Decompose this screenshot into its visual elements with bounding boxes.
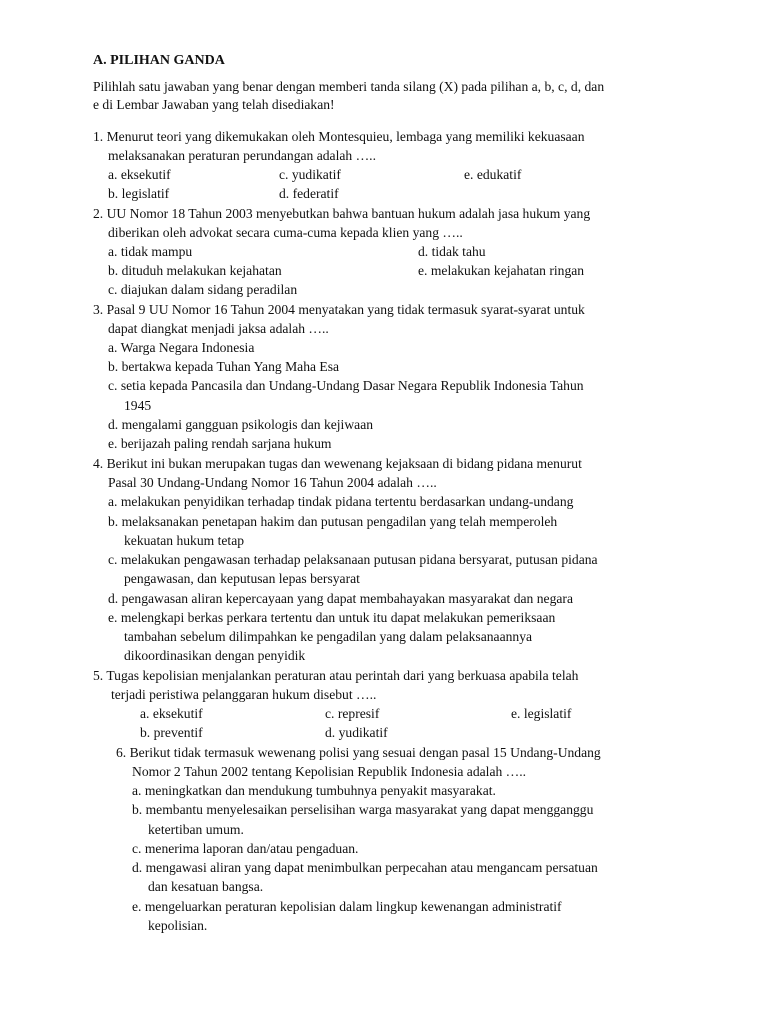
option-b-continued: ketertiban umum. (148, 822, 244, 837)
option-c: c. diajukan dalam sidang peradilan (108, 282, 298, 297)
instruction-line: Pilihlah satu jawaban yang benar dengan memberi tanda silang (X) pada pilihan a, b, c, d, dan (93, 79, 605, 94)
question-text: 2. UU Nomor 18 Tahun 2003 menyebutkan bahwa bantuan hukum adalah jasa hukum yang (93, 206, 591, 221)
option-c: c. setia kepada Pancasila dan Undang-Undang Dasar Negara Republik Indonesia Tahun (108, 378, 584, 393)
option-c-continued: pengawasan, dan keputusan lepas bersyarat (124, 571, 360, 586)
option-e: e. melengkapi berkas perkara tertentu dan untuk itu dapat melakukan pemeriksaan (108, 610, 556, 625)
option-a: a. meningkatkan dan mendukung tumbuhnya penyakit masyarakat. (132, 783, 496, 798)
option-c: c. melakukan pengawasan terhadap pelaksanaan putusan pidana bersyarat, putusan pidana (108, 552, 598, 567)
option-d: d. mengawasi aliran yang dapat menimbulkan perpecahan atau mengancam persatuan (132, 860, 598, 875)
question-text: Nomor 2 Tahun 2002 tentang Kepolisian Republik Indonesia adalah ….. (132, 764, 527, 779)
question-text: 1. Menurut teori yang dikemukakan oleh Montesquieu, lembaga yang memiliki kekuasaan (93, 129, 585, 144)
option-c: c. represif (325, 706, 380, 721)
option-b: b. dituduh melakukan kejahatan (108, 263, 282, 278)
instruction-line: e di Lembar Jawaban yang telah disediakan! (93, 97, 335, 112)
option-e: e. melakukan kejahatan ringan (418, 263, 585, 278)
option-a: a. Warga Negara Indonesia (108, 340, 255, 355)
option-b: b. legislatif (108, 186, 170, 201)
option-e-continued: tambahan sebelum dilimpahkan ke pengadilan yang dalam pelaksanaannya (124, 629, 533, 644)
option-b: b. bertakwa kepada Tuhan Yang Maha Esa (108, 359, 340, 374)
option-d: d. federatif (279, 186, 339, 201)
question-text: diberikan oleh advokat secara cuma-cuma kepada klien yang ….. (108, 225, 463, 240)
option-e-continued: kepolisian. (148, 918, 208, 933)
option-c-continued: 1945 (124, 398, 152, 413)
option-c: c. menerima laporan dan/atau pengaduan. (132, 841, 359, 856)
question-text: Pasal 30 Undang-Undang Nomor 16 Tahun 2004 adalah ….. (108, 475, 437, 490)
question-text: dapat diangkat menjadi jaksa adalah ….. (108, 321, 329, 336)
option-d-continued: dan kesatuan bangsa. (148, 879, 264, 894)
option-e: e. mengeluarkan peraturan kepolisian dalam lingkup kewenangan administratif (132, 899, 562, 914)
option-d: d. yudikatif (325, 725, 388, 740)
option-e-continued: dikoordinasikan dengan penyidik (124, 648, 306, 663)
option-b-continued: kekuatan hukum tetap (124, 533, 245, 548)
option-a: a. tidak mampu (108, 244, 193, 259)
option-d: d. tidak tahu (418, 244, 486, 259)
question-text: 3. Pasal 9 UU Nomor 16 Tahun 2004 menyatakan yang tidak termasuk syarat-syarat untuk (93, 302, 585, 317)
option-a: a. eksekutif (140, 706, 203, 721)
option-d: d. pengawasan aliran kepercayaan yang dapat membahayakan masyarakat dan negara (108, 591, 573, 606)
option-d: d. mengalami gangguan psikologis dan kejiwaan (108, 417, 374, 432)
section-heading: A. PILIHAN GANDA (93, 53, 225, 68)
option-e: e. berijazah paling rendah sarjana hukum (108, 436, 332, 451)
option-a: a. melakukan penyidikan terhadap tindak pidana tertentu berdasarkan undang-undang (108, 494, 574, 509)
option-c: c. yudikatif (279, 167, 341, 182)
question-text: 5. Tugas kepolisian menjalankan peraturan atau perintah dari yang berkuasa apabila telah (93, 668, 579, 683)
question-text: 4. Berikut ini bukan merupakan tugas dan wewenang kejaksaan di bidang pidana menurut (93, 456, 582, 471)
question-text: terjadi peristiwa pelanggaran hukum disebut ….. (111, 687, 377, 702)
option-e: e. legislatif (511, 706, 572, 721)
option-a: a. eksekutif (108, 167, 171, 182)
question-text: melaksanakan peraturan perundangan adalah ….. (108, 148, 376, 163)
option-b: b. melaksanakan penetapan hakim dan putusan pengadilan yang telah memperoleh (108, 514, 558, 529)
option-b: b. membantu menyelesaikan perselisihan warga masyarakat yang dapat mengganggu (132, 802, 594, 817)
option-e: e. edukatif (464, 167, 522, 182)
question-text: 6. Berikut tidak termasuk wewenang polisi yang sesuai dengan pasal 15 Undang-Undang (116, 745, 601, 760)
option-b: b. preventif (140, 725, 203, 740)
